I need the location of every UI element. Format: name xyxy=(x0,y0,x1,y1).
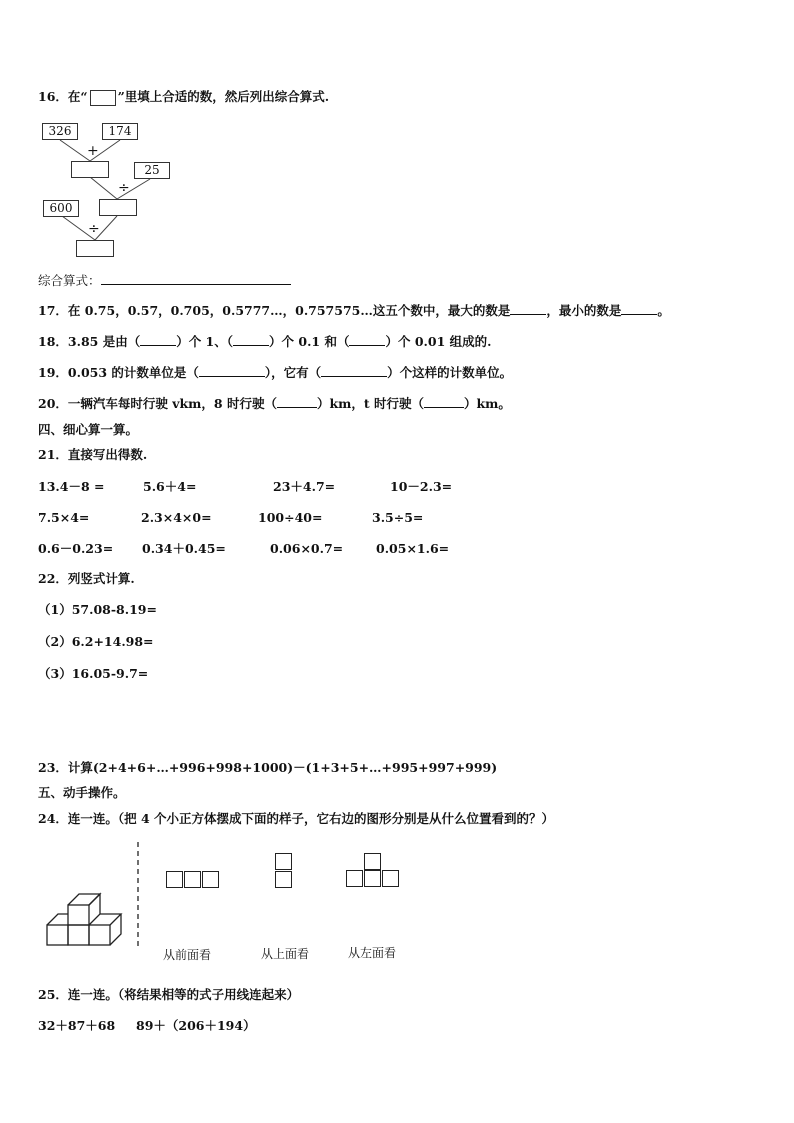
q18-text-b: ）个 1、（ xyxy=(176,334,234,349)
q16-num-25: 25 xyxy=(134,162,170,179)
q21-cell: 2.3×4×0= xyxy=(141,510,212,525)
q21-cell: 0.05×1.6= xyxy=(376,541,450,556)
left-view-square xyxy=(382,870,399,887)
section-4-heading: 四、细心算一算。 xyxy=(38,422,139,437)
q21-cell: 23＋4.7= xyxy=(273,479,336,494)
q21-cell: 5.6＋4= xyxy=(143,479,197,494)
q21-cell: 3.5÷5= xyxy=(372,510,424,525)
q21-title: 21．直接写出得数. xyxy=(38,447,148,462)
q21-cell: 0.06×0.7= xyxy=(270,541,344,556)
q20-text-c: ）km。 xyxy=(463,396,511,411)
q16-num-600: 600 xyxy=(43,200,79,217)
q19-text-b: ），它有（ xyxy=(264,365,322,380)
left-view-square xyxy=(364,870,381,887)
q22-item: （2）6.2+14.98= xyxy=(38,634,154,649)
view-label-left[interactable]: 从左面看 xyxy=(348,946,397,960)
section-5-heading: 五、动手操作。 xyxy=(38,785,126,800)
q21-cell: 0.34＋0.45= xyxy=(142,541,226,556)
q25-left-expr[interactable]: 32＋87＋68 xyxy=(38,1018,116,1033)
q16-op-divide-2: ÷ xyxy=(88,221,100,237)
q17-text-c: 。 xyxy=(657,303,670,318)
q22-item: （1）57.08-8.19= xyxy=(38,602,157,617)
q22-item: （3）16.05-9.7= xyxy=(38,666,149,681)
q25-right-expr[interactable]: 89＋（206＋194） xyxy=(136,1018,256,1033)
q20-text-b: ）km，t 时行驶（ xyxy=(316,396,424,411)
q21-cell: 100÷40= xyxy=(258,510,323,525)
left-view-square xyxy=(364,853,381,870)
q16-op-divide-1: ÷ xyxy=(118,180,130,196)
q21-cell: 13.4－8 = xyxy=(38,479,105,494)
q16-num-174: 174 xyxy=(102,123,138,140)
q16-op-plus: + xyxy=(87,143,99,159)
view-label-top[interactable]: 从上面看 xyxy=(261,947,310,961)
q20-text-a: 20．一辆汽车每时行驶 vkm，8 时行驶（ xyxy=(38,396,277,411)
top-view-square xyxy=(275,871,292,888)
view-label-front[interactable]: 从前面看 xyxy=(163,948,212,962)
q16-prefix: 16．在“ xyxy=(38,89,88,104)
q18-text-c: ）个 0.1 和（ xyxy=(269,334,350,349)
q17-text-a: 17．在 0.75，0.57，0.705，0.5777…，0.757575…这五个数中，最大的数是 xyxy=(38,303,511,318)
left-view-square xyxy=(346,870,363,887)
q22-title: 22．列竖式计算. xyxy=(38,571,135,586)
q16-suffix: ”里填上合适的数，然后列出综合算式. xyxy=(117,89,330,104)
q19-text-c: ）个这样的计数单位。 xyxy=(387,365,513,380)
q17-text-b: ，最小的数是 xyxy=(546,303,622,318)
q21-cell: 10－2.3= xyxy=(390,479,453,494)
q21-cell: 0.6－0.23= xyxy=(38,541,114,556)
q24-title: 24．连一连。（把 4 个小正方体摆成下面的样子，它右边的图形分别是从什么位置看到的？） xyxy=(38,811,555,826)
q18-text-d: ）个 0.01 组成的. xyxy=(385,334,492,349)
q16-formula-label: 综合算式： xyxy=(38,273,101,288)
q18-text-a: 18．3.85 是由（ xyxy=(38,334,141,349)
front-view-square xyxy=(166,871,183,888)
q23: 23．计算(2+4+6+…+996+998+1000)－(1+3+5+…+995+997+999) xyxy=(38,760,498,775)
q19-text-a: 19．0.053 的计数单位是（ xyxy=(38,365,199,380)
q16-num-326: 326 xyxy=(42,123,78,140)
q25-title: 25．连一连。（将结果相等的式子用线连起来） xyxy=(38,987,300,1002)
front-view-square xyxy=(202,871,219,888)
q21-cell: 7.5×4= xyxy=(38,510,90,525)
top-view-square xyxy=(275,853,292,870)
front-view-square xyxy=(184,871,201,888)
